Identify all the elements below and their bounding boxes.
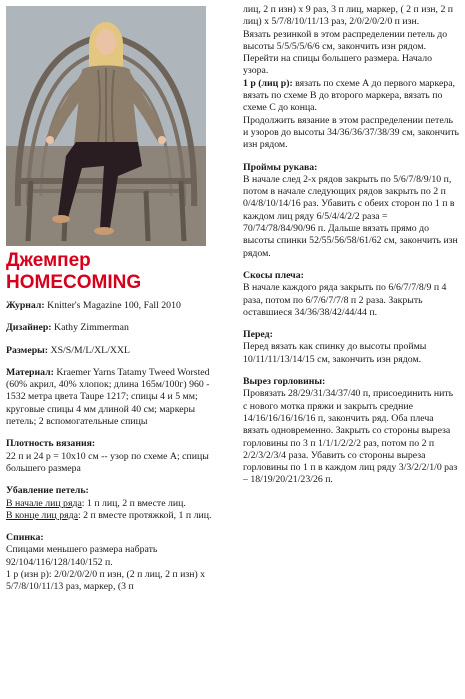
decrease-row-1-label: В начале лиц ряда [6,497,82,509]
model-photo [6,6,206,246]
gauge-heading: Плотность вязания: [6,438,96,450]
sizes-value: XS/S/M/L/XL/XXL [48,344,130,356]
journal-label: Журнал: [6,300,45,311]
decrease-heading: Убавление петель: [6,485,89,497]
gauge-text: 22 п и 24 р = 10х10 см -- узор по схеме А; спицы большего размера [6,450,209,474]
front-text: Перед вязать как спинку до высоты проймы 10/11/11/13/14/15 см, закончить изн рядом. [243,341,427,365]
pattern-row-1-label: 1 р (лиц р): [243,77,293,89]
journal-value: Knitter's Magazine 100, Fall 2010 [44,300,181,311]
back-row-1: 1 р (изн р): 2/0/2/0/2/0 п изн, (2 п лиц, 2 п изн) х 5/7/8/10/11/13 раз, маркер, (3 п [6,569,206,593]
rib-text: Вязать резинкой в этом распределении петель до высоты 5/5/5/5/6/6 см, закончить изн рядом. [243,28,448,52]
left-column [6,300,214,594]
decrease-row-1 [6,498,214,510]
shoulders-text: В начале каждого ряда закрыть по 6/6/7/7/8/9 п 4 раза, потом по 6/7/6/7/7/8 п 2 раза. Закрыть оставшиеся 34/36/38/42/44/44 п. [243,282,447,318]
pattern-title [6,250,211,294]
title-line-2: HOMECOMING [6,272,142,293]
right-column [243,4,459,487]
back-text: Спицами меньшего размера набрать 92/104/116/128/140/152 п. [6,544,158,568]
photo-illustration [6,6,206,246]
material-value: Kraemer Yarns Tatamy Tweed Worsted (60% акрил, 40% хлопок; длина 165м/100г) 960 - 1532 метра цвета Taupe 1217; спицы 4 и 5 мм; круговые спицы 4 мм длиной 40 см; маркеры петель; 2 вспомогательные спицы [6,366,210,428]
designer-value: Kathy Zimmerman [51,322,129,334]
shoulders-heading: Скосы плеча: [243,269,304,281]
armholes-text: В начале след 2-х рядов закрыть по 5/6/7/8/9/10 п, потом в начале следующих рядов закрыть по 2 п 0/4/8/10/14/16 раз. Убавить с обеих сторон по 1 п в каждом лиц ряду 6/5/4/4/2/2 раза = 70/74/78/84/90/96 п. Дальше вязать прямо до высоты спинки 52/55/56/58/61/62 см, закончить изн рядом. [243,173,458,259]
neck-text: Провязать 28/29/31/34/37/40 п, присоединить нить с нового мотка пряжи и закрыть средние 14/16/16/16/16/16 п, закончить ряд. Оба плеча вязать одновременно. Закрыть со стороны выреза горловины по 3 п 1/1/1/2/2/2 раз, потом по 2 п 2/2/3/2/3/4 раза. Убавить со стороны выреза горловины по 1 п в каждом лиц ряду 3/3/2/2/1/0 раз – 18/19/20/21/23/26 п. [243,388,458,486]
sizes-line [6,345,214,357]
neck-heading: Вырез горловины: [243,376,326,388]
sizes-label: Размеры: [6,344,49,356]
decrease-row-2-text: : 2 п вместе протяжкой, 1 п лиц. [78,509,212,521]
armholes-heading: Проймы рукава: [243,161,318,173]
decrease-row-2-label: В конце лиц ряда [6,509,78,521]
front-heading: Перед: [243,329,273,341]
pattern-row-1 [243,78,459,115]
back-heading: Спинка: [6,532,44,544]
material-label: Материал: [6,366,54,378]
back-continued: лиц, 2 п изн) х 9 раз, 3 п лиц, маркер, ( 2 п изн, 2 п лиц) х 5/7/8/10/11/13 раз, 2/0/2/0/2/0 п изн. [243,4,454,28]
continue-text: Продолжить вязание в этом распределении петель и узоров до высоты 34/36/36/37/38/39 см, закончить изн рядом. [243,114,459,151]
title-line-1: Джемпер [6,250,91,271]
designer-line [6,322,214,334]
pattern-row-1-text: вязать по схеме А до первого маркера, вязать по схеме В до второго маркера, вязать по схеме С до конца. [243,77,456,114]
switch-needles-text: Перейти на спицы большего размера. Начало узора. [243,53,433,77]
journal-line [6,300,214,312]
designer-label: Дизайнер: [6,322,52,334]
decrease-row-1-text: : 1 п лиц, 2 п вместе лиц. [81,497,186,509]
decrease-row-2 [6,510,214,522]
material-line [6,367,214,428]
